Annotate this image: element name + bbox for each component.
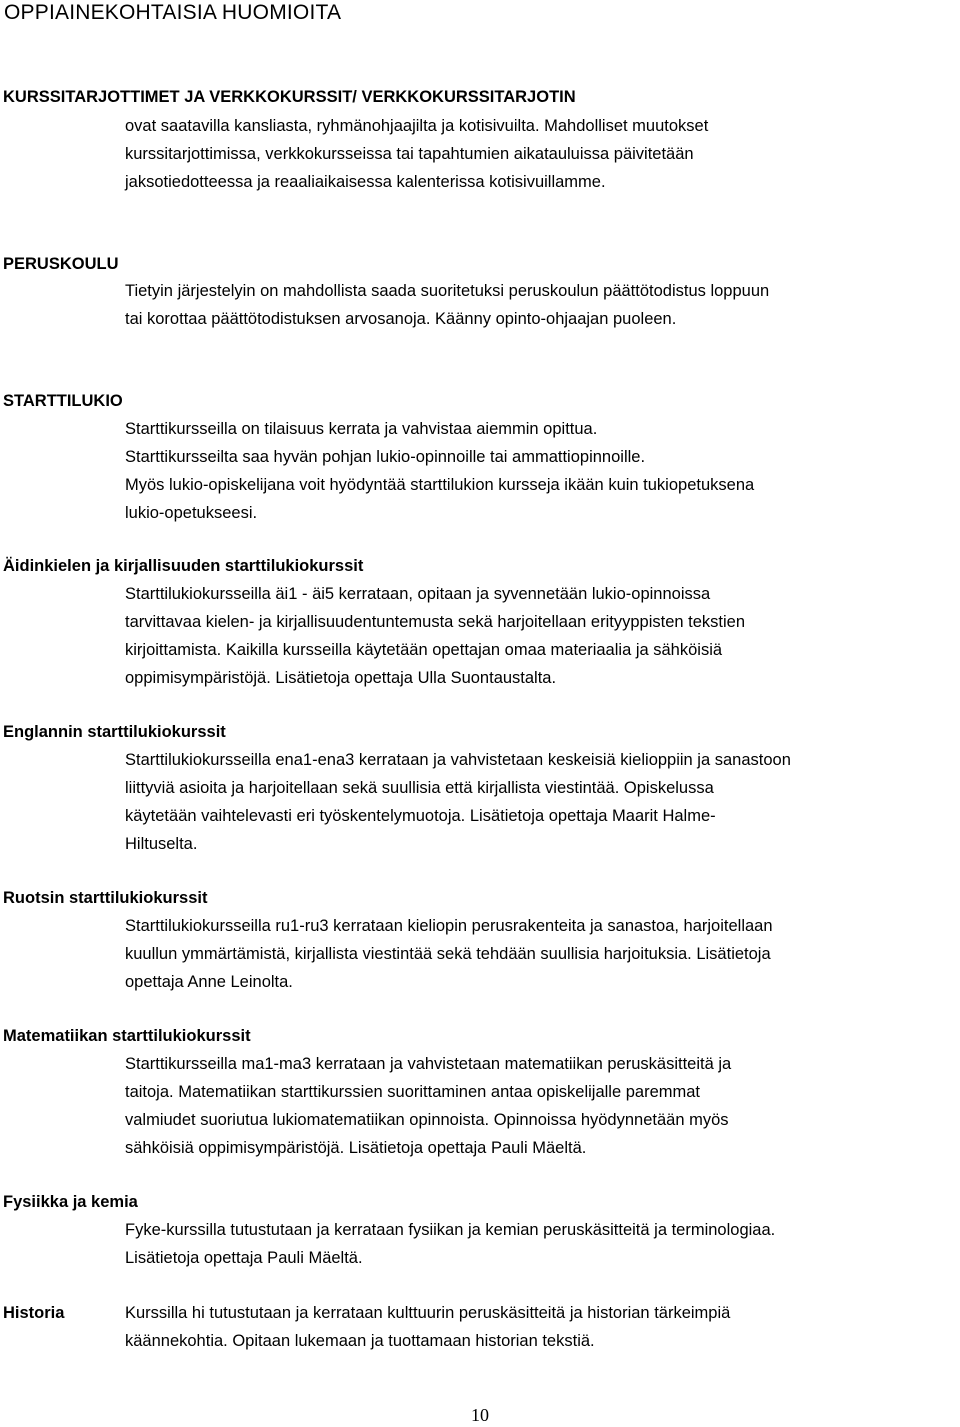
body-line: opettaja Anne Leinolta. bbox=[125, 973, 293, 991]
body-line: liittyviä asioita ja harjoitellaan sekä suullisia että kirjallista viestintää. Opiskelussa bbox=[125, 779, 714, 797]
body-line: käännekohtia. Opitaan lukemaan ja tuottamaan historian tekstiä. bbox=[125, 1332, 595, 1350]
section-body bbox=[125, 112, 956, 196]
body-line: Starttilukiokursseilla ena1-ena3 kerrataan ja vahvistetaan keskeisiä kielioppiin ja sanastoon bbox=[125, 751, 791, 769]
body-line: Tietyin järjestelyin on mahdollista saada suoritetuksi peruskoulun päättötodistus loppuun bbox=[125, 282, 770, 300]
body-line: Starttikursseilta saa hyvän pohjan lukio-opinnoille tai ammattiopinnoille. bbox=[125, 448, 646, 466]
page-number: 10 bbox=[471, 1405, 489, 1425]
body-line: käytetään vaihtelevasti eri työskentelymuotoja. Lisätietoja opettaja Maarit Halme- bbox=[125, 807, 716, 825]
section-heading: Äidinkielen ja kirjallisuuden starttilukiokurssit bbox=[3, 557, 364, 575]
section-body bbox=[125, 415, 956, 527]
section-heading: PERUSKOULU bbox=[3, 255, 119, 273]
body-line: Kurssilla hi tutustutaan ja kerrataan kulttuurin peruskäsitteitä ja historian tärkeimpiä bbox=[125, 1304, 731, 1322]
body-line: taitoja. Matematiikan starttikurssien suorittaminen antaa opiskelijalle paremmat bbox=[125, 1083, 701, 1101]
body-line: Fyke-kurssilla tutustutaan ja kerrataan fysiikan ja kemian peruskäsitteitä ja terminologiaa. bbox=[125, 1221, 776, 1239]
section-heading: Englannin starttilukiokurssit bbox=[3, 723, 226, 741]
section-body bbox=[125, 1050, 956, 1162]
section-heading: STARTTILUKIO bbox=[3, 392, 123, 410]
body-line: tai korottaa päättötodistuksen arvosanoja. Käänny opinto-ohjaajan puoleen. bbox=[125, 310, 677, 328]
section-heading: Fysiikka ja kemia bbox=[3, 1193, 138, 1211]
section-body bbox=[125, 580, 956, 692]
section-body bbox=[125, 746, 956, 858]
section-body bbox=[125, 1216, 956, 1272]
body-line: Starttilukiokursseilla äi1 - äi5 kerrataan, opitaan ja syvennetään lukio-opinnoissa bbox=[125, 585, 711, 603]
body-line: Starttikursseilla on tilaisuus kerrata ja vahvistaa aiemmin opittua. bbox=[125, 420, 598, 438]
section-heading: Matematiikan starttilukiokurssit bbox=[3, 1027, 251, 1045]
body-line: kuullun ymmärtämistä, kirjallista viestintää sekä tehdään suullisia harjoituksia. Lisätietoja bbox=[125, 945, 771, 963]
body-line: lukio-opetukseesi. bbox=[125, 504, 258, 522]
body-line: valmiudet suoriutua lukiomatematiikan opinnoista. Opinnoissa hyödynnetään myös bbox=[125, 1111, 729, 1129]
body-line: tarvittavaa kielen- ja kirjallisuudentuntemusta sekä harjoitellaan erityyppisten tekstien bbox=[125, 613, 745, 631]
section-heading: Historia bbox=[3, 1304, 65, 1322]
section-body bbox=[125, 912, 956, 996]
body-line: kurssitarjottimissa, verkkokursseissa tai tapahtumien aikatauluissa päivitetään bbox=[125, 145, 694, 163]
body-line: Hiltuselta. bbox=[125, 835, 198, 853]
body-line: ovat saatavilla kansliasta, ryhmänohjaajilta ja kotisivuilta. Mahdolliset muutokset bbox=[125, 117, 709, 135]
section-heading: KURSSITARJOTTIMET JA VERKKOKURSSIT/ VERKKOKURSSITARJOTIN bbox=[3, 88, 576, 106]
body-line: kirjoittamista. Kaikilla kursseilla käytetään opettajan omaa materiaalia ja sähköisiä bbox=[125, 641, 723, 659]
body-line: jaksotiedotteessa ja reaaliaikaisessa kalenterissa kotisivuillamme. bbox=[125, 173, 606, 191]
section-body bbox=[125, 277, 956, 333]
body-line: Starttilukiokursseilla ru1-ru3 kerrataan kieliopin perusrakenteita ja sanastoa, harjoitellaan bbox=[125, 917, 773, 935]
body-line: Lisätietoja opettaja Pauli Mäeltä. bbox=[125, 1249, 363, 1267]
body-line: Starttikursseilla ma1-ma3 kerrataan ja vahvistetaan matematiikan peruskäsitteitä ja bbox=[125, 1055, 732, 1073]
section-heading: Ruotsin starttilukiokurssit bbox=[3, 889, 208, 907]
body-line: Myös lukio-opiskelijana voit hyödyntää starttilukion kursseja ikään kuin tukiopetuksena bbox=[125, 476, 755, 494]
body-line: sähköisiä oppimisympäristöjä. Lisätietoja opettaja Pauli Mäeltä. bbox=[125, 1139, 587, 1157]
page-title: OPPIAINEKOHTAISIA HUOMIOITA bbox=[4, 1, 342, 24]
section-body bbox=[125, 1299, 956, 1355]
body-line: oppimisympäristöjä. Lisätietoja opettaja Ulla Suontaustalta. bbox=[125, 669, 557, 687]
